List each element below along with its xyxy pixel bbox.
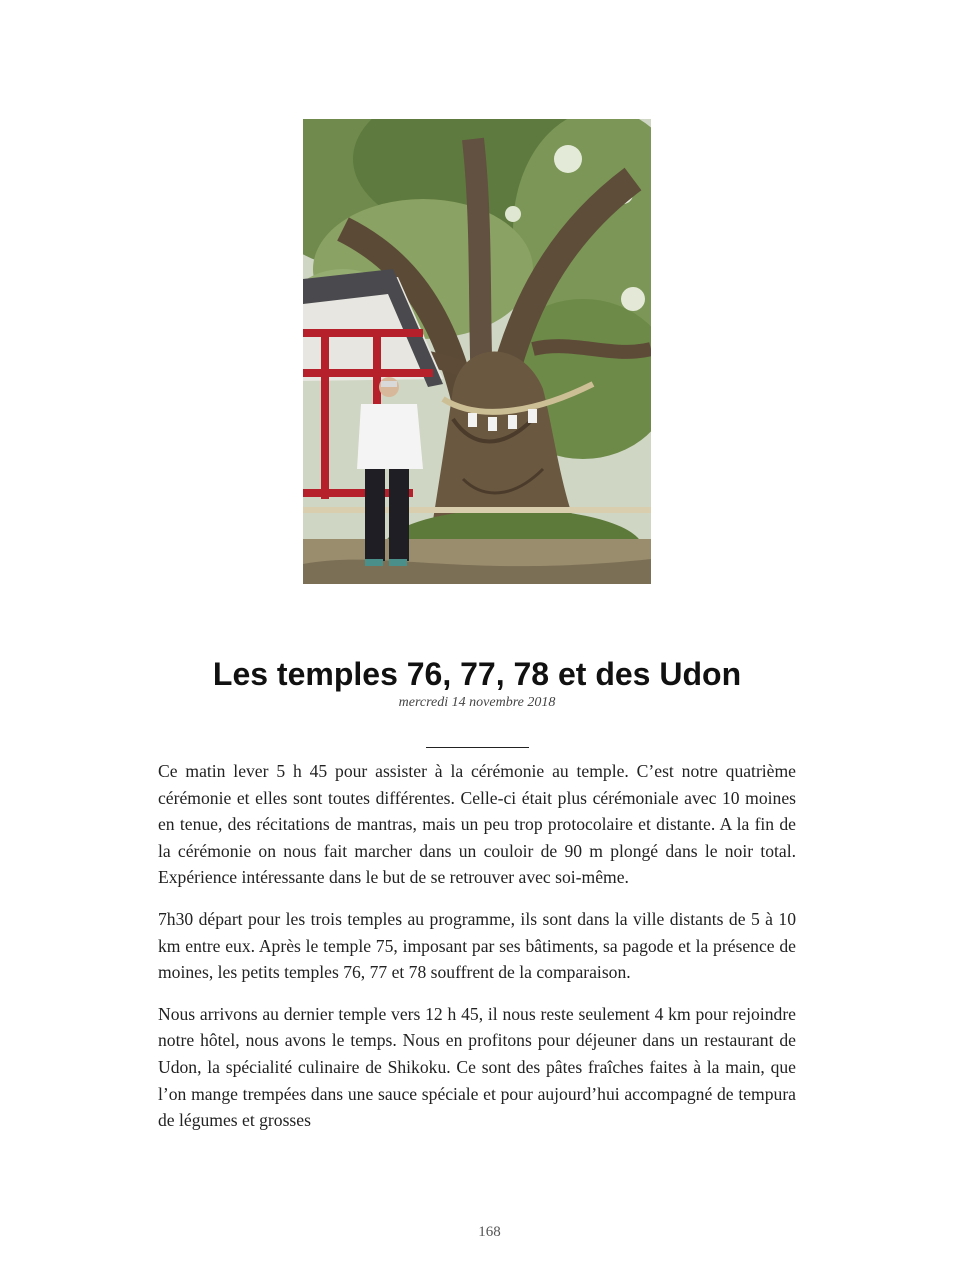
- paragraph-1: Ce matin lever 5 h 45 pour assister à la cérémonie au temple. C’est notre quatrième cérémonie et elles sont toutes différentes. Celle-ci était plus cérémoniale avec 10 moines en tenue, des récitations de mantras, mais un peu trop protocolaire et distante. A la fin de la cérémonie on nous fait marcher dans un couloir de 90 m plongé dans le noir total. Expérience intéressante dans le but de se retrouver avec soi-même.: [158, 761, 796, 888]
- article-title: Les temples 76, 77, 78 et des Udon: [212, 656, 742, 692]
- article-body: [158, 758, 796, 1149]
- paragraph-3: Nous arrivons au dernier temple vers 12 h 45, il nous reste seulement 4 km pour rejoindre notre hôtel, nous avons le temps. Nous en profitons pour déjeuner dans un restaurant de Udon, la spécialité culinaire de Shikoku. Ce sont des pâtes fraîches faites à la main, que l’on mange trempées dans une sauce spéciale et pour aujourd’hui accompagné de tempura de légumes et grosses: [158, 1003, 796, 1131]
- tree-photo: [303, 119, 651, 584]
- page-number: 168: [478, 1224, 501, 1240]
- article-date: mercredi 14 novembre 2018: [398, 695, 556, 710]
- tree-photo-illustration: [303, 119, 651, 584]
- title-separator: [426, 747, 529, 748]
- paragraph-2: 7h30 départ pour les trois temples au programme, ils sont dans la ville distants de 5 à 10 km entre eux. Après le temple 75, imposant par ses bâtiments, sa pagode et la présence de moines, les petits temples 76, 77 et 78 souffrent de la comparaison.: [158, 908, 796, 983]
